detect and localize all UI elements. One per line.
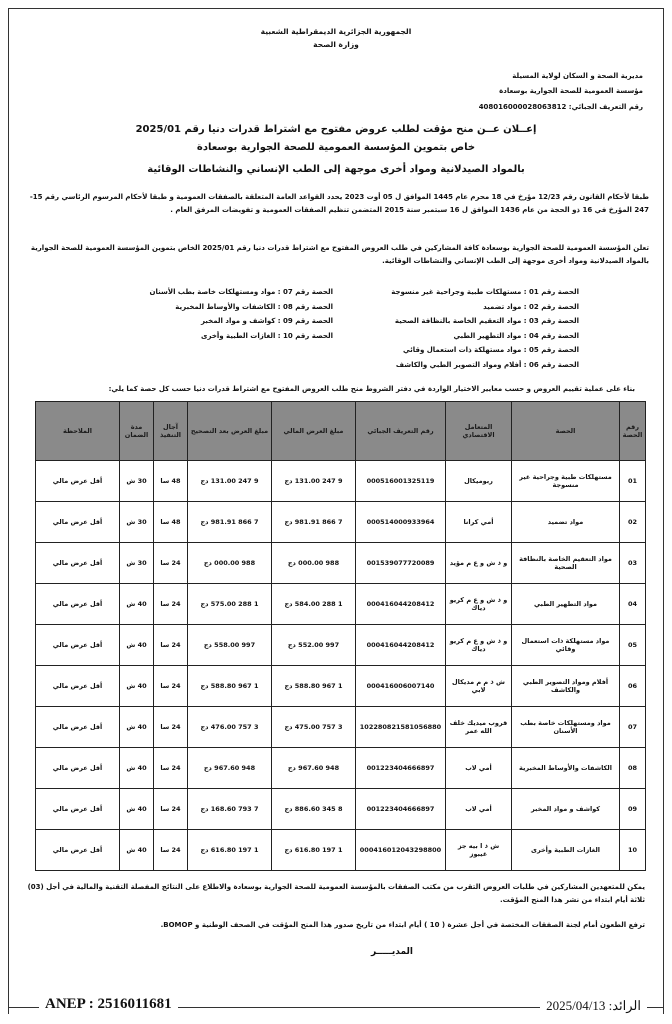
header-cell: رقم الحصة: [620, 402, 646, 461]
row-warranty: 40 ش: [120, 748, 154, 789]
row-corrected-amount: 3 757 476.00 دج: [188, 707, 272, 748]
lot-item: الحصة رقم 08 : الكاشفات والأوساط المخبرية: [175, 302, 333, 311]
row-lot-number: 07: [620, 707, 646, 748]
row-warranty: 40 ش: [120, 789, 154, 830]
award-table-body: [36, 461, 646, 871]
row-lot-name: مواد التطهير الطبي: [512, 584, 620, 625]
row-note: أقل عرض مالي: [36, 625, 120, 666]
row-note: أقل عرض مالي: [36, 830, 120, 871]
row-lot-name: مواد تضميد: [512, 502, 620, 543]
row-warranty: 30 ش: [120, 461, 154, 502]
lot-item: الحصة رقم 05 : مواد مستهلكة ذات استعمال وقائي: [403, 346, 579, 355]
row-warranty: 40 ش: [120, 830, 154, 871]
row-warranty: 40 ش: [120, 666, 154, 707]
row-tax-id: 001539077720089: [356, 543, 446, 584]
row-tax-id: 001223404666897: [356, 748, 446, 789]
table-header-row: [36, 402, 646, 461]
lot-item: الحصة رقم 01 : مستهلكات طبية وجراحية غير منسوجة: [391, 288, 579, 296]
table-row: [36, 461, 646, 502]
row-lot-name: كواشف و مواد المخبر: [512, 789, 620, 830]
lot-item: الحصة رقم 06 : أفلام ومواد التصوير الطبي والكاشف: [395, 360, 579, 369]
notice-page: [8, 8, 664, 1014]
table-row: [36, 543, 646, 584]
lot-item: الحصة رقم 03 : مواد التعقيم الخاصة بالنظافة الصحية: [394, 317, 579, 326]
table-intro: بناء على عملية تقييم العروض و حسب معايير الاختيار الواردة في دفتر الشروط منح طلب العروض المفتوح مع اشتراط قدرات دنيا حسب كل حصة كما يلي:: [108, 385, 635, 393]
row-lot-name: أفلام ومواد التصوير الطبي والكاشف: [512, 666, 620, 707]
directorate-line: مديرية الصحة و السكان لولاية المسيلة: [512, 72, 643, 80]
row-lot-name: الغازات الطبية وأخرى: [512, 830, 620, 871]
row-corrected-amount: 7 866 981.91 دج: [188, 502, 272, 543]
row-lot-number: 03: [620, 543, 646, 584]
row-delivery-delay: 48 سا: [154, 502, 188, 543]
row-lot-number: 02: [620, 502, 646, 543]
row-tax-id: 000416044208412: [356, 625, 446, 666]
anep-reference: ANEP : 2516011681: [39, 996, 178, 1013]
row-supplier: أمي لاب: [446, 789, 512, 830]
row-offer-amount: 1 967 588.80 دج: [272, 666, 356, 707]
header-cell: الملاحظة: [36, 402, 120, 461]
lots-list-left: [103, 285, 333, 343]
row-supplier: و ذ ش و ع م مؤيد: [446, 543, 512, 584]
row-lot-name: مواد ومستهلكات خاصة بطب الأسنان: [512, 707, 620, 748]
row-warranty: 30 ش: [120, 543, 154, 584]
header-cell: رقم التعريف الجبائي: [356, 402, 446, 461]
row-offer-amount: 3 757 475.00 دج: [272, 707, 356, 748]
header-cell: مبلغ العرض بعد التصحيح: [188, 402, 272, 461]
row-supplier: أمي لاب: [446, 748, 512, 789]
table-row: [36, 584, 646, 625]
newspaper-date: الرائد: 2025/04/13: [540, 998, 647, 1014]
row-lot-number: 10: [620, 830, 646, 871]
row-warranty: 40 ش: [120, 707, 154, 748]
row-lot-number: 05: [620, 625, 646, 666]
table-row: [36, 830, 646, 871]
row-supplier: و ذ ش و ع م كريو دياك: [446, 625, 512, 666]
lot-item: الحصة رقم 04 : مواد التطهير الطبي: [453, 331, 579, 340]
notice-title-line-2: خاص بتموين المؤسسة العمومية للصحة الجوارية بوسعادة: [196, 142, 476, 153]
row-supplier: ش ذ م م مديكال لابي: [446, 666, 512, 707]
row-tax-id: 001223404666897: [356, 789, 446, 830]
appeal-paragraph: ترفع الطعون أمام لجنة الصفقات المختصة في أجل عشرة ( 10 ) أيام ابتداء من تاريخ صدور هذا المنح المؤقت في الصحف الوطنية و BOMOP.: [160, 921, 645, 929]
row-tax-id: 000416012043298800: [356, 830, 446, 871]
announcement-paragraph: تعلن المؤسسة العمومية للصحة الجوارية بوسعادة كافة المشاركين في طلب العروض المفتوح مع اشتراط قدرات دنيا رقم 2025/01 الخاص بتموين المؤسسة العمومية للصحة الجوارية بالمواد الصيدلانية ومواد أخرى موجهة إلى الطب الإنساني والنشاطات الوقائية.: [30, 244, 649, 265]
row-offer-amount: 948 967.60 دج: [272, 748, 356, 789]
row-lot-number: 06: [620, 666, 646, 707]
row-delivery-delay: 48 سا: [154, 461, 188, 502]
row-tax-id: 000416006007140: [356, 666, 446, 707]
table-row: [36, 748, 646, 789]
row-delivery-delay: 24 سا: [154, 625, 188, 666]
row-delivery-delay: 24 سا: [154, 584, 188, 625]
row-tax-id: 000516001325119: [356, 461, 446, 502]
row-delivery-delay: 24 سا: [154, 789, 188, 830]
row-corrected-amount: 948 967.60 دج: [188, 748, 272, 789]
legal-reference-paragraph: طبقا لأحكام القانون رقم 12/23 مؤرخ في 18 محرم عام 1445 الموافق ل 05 أوت 2023 يحدد القواعد العامة المتعلقة بالصفقات العمومية و طبقا لأحكام المرسوم الرئاسي رقم 15-247 المؤرخ في 16 ذو الحجة من عام 1436 الموافق ل 16 سبتمبر سنة 2015 المتضمن تنظيم الصفقات العمومية و تفويضات المرفق العام .: [29, 193, 649, 214]
ministry-header: وزارة الصحة: [313, 40, 359, 49]
row-supplier: ش ذ ا بيه جز غيبوز: [446, 830, 512, 871]
row-lot-name: مواد التعقيم الخاصة بالنظافة الصحية: [512, 543, 620, 584]
header-cell: مبلغ العرض المالي: [272, 402, 356, 461]
row-lot-number: 04: [620, 584, 646, 625]
consultation-paragraph: يمكن للمتعهدين المشاركين في طلبات العروض التقرب من مكتب الصفقات بالمؤسسة العمومية للصحة الجوارية بوسعادة والاطلاع على النتائج المفصلة التقنية والمالية في أجل (03) ثلاثة أيام ابتداء من نشر هذا المنح المؤقت.: [27, 883, 645, 904]
table-row: [36, 625, 646, 666]
row-tax-id: 102280821581056880: [356, 707, 446, 748]
table-row: [36, 789, 646, 830]
row-offer-amount: 997 552.00 دج: [272, 625, 356, 666]
row-supplier: ربوميكال: [446, 461, 512, 502]
row-warranty: 40 ش: [120, 625, 154, 666]
row-offer-amount: 9 247 131.00 دج: [272, 461, 356, 502]
row-offer-amount: 1 288 584.00 دج: [272, 584, 356, 625]
row-corrected-amount: 7 793 168.60 دج: [188, 789, 272, 830]
row-supplier: قروب ميديك خلف الله عمر: [446, 707, 512, 748]
row-offer-amount: 988 000.00 دج: [272, 543, 356, 584]
row-lot-name: مستهلكات طبية وجراحية غير منسوجة: [512, 461, 620, 502]
lots-list-right: [349, 285, 579, 373]
row-lot-name: مواد مستهلكة ذات استعمال وقائي: [512, 625, 620, 666]
header-cell: آجال التنفيذ: [154, 402, 188, 461]
row-lot-number: 08: [620, 748, 646, 789]
row-note: أقل عرض مالي: [36, 502, 120, 543]
lot-item: الحصة رقم 07 : مواد ومستهلكات خاصة بطب الأسنان: [149, 288, 333, 296]
header-cell: مدة الضمان: [120, 402, 154, 461]
row-warranty: 40 ش: [120, 584, 154, 625]
table-row: [36, 666, 646, 707]
row-note: أقل عرض مالي: [36, 666, 120, 707]
row-offer-amount: 8 345 886.60 دج: [272, 789, 356, 830]
row-note: أقل عرض مالي: [36, 543, 120, 584]
republic-header: الجمهورية الجزائرية الديمقراطية الشعبية: [260, 27, 412, 36]
table-row: [36, 502, 646, 543]
row-corrected-amount: 988 000.00 دج: [188, 543, 272, 584]
publication-footer: [9, 995, 663, 1019]
row-note: أقل عرض مالي: [36, 461, 120, 502]
row-delivery-delay: 24 سا: [154, 543, 188, 584]
row-supplier: و ذ ش و ع م كريو دياك: [446, 584, 512, 625]
institution-line: مؤسسة العمومية للصحة الجوارية بوسعادة: [499, 87, 643, 95]
row-warranty: 30 ش: [120, 502, 154, 543]
row-tax-id: 000416044208412: [356, 584, 446, 625]
row-corrected-amount: 9 247 131.00 دج: [188, 461, 272, 502]
row-delivery-delay: 24 سا: [154, 830, 188, 871]
table-row: [36, 707, 646, 748]
notice-title-line-3: بالمواد الصيدلانية ومواد أخرى موجهة إلى الطب الإنساني والنشاطات الوقائية: [147, 164, 525, 175]
row-note: أقل عرض مالي: [36, 748, 120, 789]
row-lot-name: الكاشفات والأوساط المخبرية: [512, 748, 620, 789]
row-delivery-delay: 24 سا: [154, 707, 188, 748]
notice-title-line-1: إعــلان عــن منح مؤقت لطلب عروض مفتوح مع اشتراط قدرات دنيا رقم 2025/01: [135, 124, 537, 135]
row-corrected-amount: 1 197 616.80 دج: [188, 830, 272, 871]
row-tax-id: 000514000933964: [356, 502, 446, 543]
lot-item: الحصة رقم 10 : الغازات الطبية وأخرى: [201, 331, 333, 340]
row-delivery-delay: 24 سا: [154, 666, 188, 707]
row-offer-amount: 1 197 616.80 دج: [272, 830, 356, 871]
row-note: أقل عرض مالي: [36, 584, 120, 625]
award-table: [35, 401, 646, 871]
row-note: أقل عرض مالي: [36, 789, 120, 830]
row-corrected-amount: 997 558.00 دج: [188, 625, 272, 666]
header-cell: الحصة: [512, 402, 620, 461]
lot-item: الحصة رقم 02 : مواد تضميد: [483, 302, 579, 311]
row-lot-number: 09: [620, 789, 646, 830]
row-note: أقل عرض مالي: [36, 707, 120, 748]
lot-item: الحصة رقم 09 : كواشف و مواد المخبر: [200, 317, 333, 326]
row-lot-number: 01: [620, 461, 646, 502]
header-cell: المتعامل الاقتصادي: [446, 402, 512, 461]
row-corrected-amount: 1 288 575.00 دج: [188, 584, 272, 625]
tax-id-line: رقم التعريف الجبائي: 408016000028063812: [478, 103, 643, 111]
director-signature-label: المديـــــر: [370, 947, 413, 957]
row-corrected-amount: 1 967 588.80 دج: [188, 666, 272, 707]
row-supplier: أمي كرانا: [446, 502, 512, 543]
row-delivery-delay: 24 سا: [154, 748, 188, 789]
row-offer-amount: 7 866 981.91 دج: [272, 502, 356, 543]
